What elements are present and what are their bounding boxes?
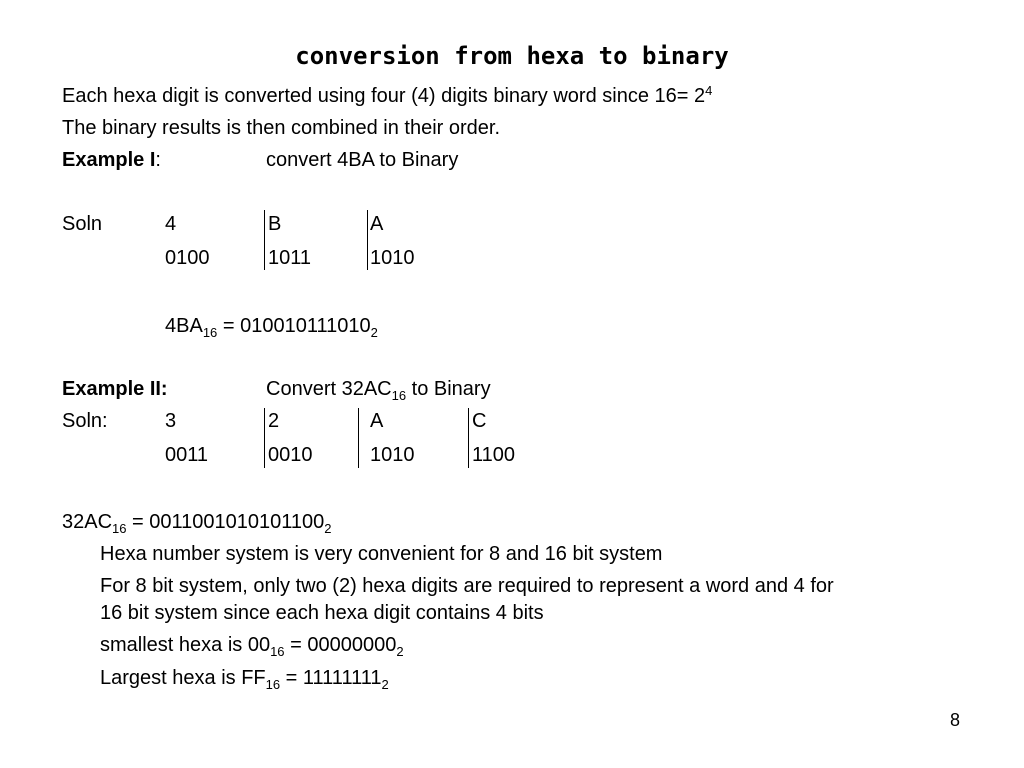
example-1-result-rhs: 010010111010 — [240, 315, 371, 337]
example-2-result-rhs: 0011001010101100 — [149, 511, 325, 533]
example-2-result-eq: = — [126, 511, 150, 533]
example-1-digit-3: A — [370, 213, 384, 235]
example-2-binary-1: 0011 — [165, 444, 209, 466]
note-bits-line-1: For 8 bit system, only two (2) hexa digits are required to represent a word and 4 for — [100, 575, 834, 597]
example-2-task — [266, 377, 491, 401]
note-smallest-base-2: 2 — [396, 644, 404, 659]
example-1-label: Example I — [62, 149, 156, 171]
example-2-divider-2 — [358, 408, 359, 468]
example-2-result-lhs-base: 16 — [112, 521, 127, 536]
example-2-digit-1: 3 — [165, 410, 177, 432]
example-2-digit-2: 2 — [268, 410, 280, 432]
note-largest-prefix: Largest hexa is FF — [100, 667, 266, 689]
example-2-divider-3 — [468, 408, 469, 468]
slide-title: conversion from hexa to binary — [295, 42, 729, 70]
example-2-task-prefix: Convert 32AC — [266, 378, 392, 400]
note-largest-base-2: 2 — [381, 677, 389, 692]
intro-line-1-exponent: 4 — [705, 83, 713, 98]
note-largest — [100, 666, 389, 690]
example-2-digit-3: A — [370, 410, 384, 432]
example-1-task: convert 4BA to Binary — [266, 149, 459, 171]
example-1-result — [165, 314, 378, 338]
note-largest-base-1: 16 — [265, 677, 281, 692]
example-1-binary-1: 0100 — [165, 247, 210, 269]
note-smallest — [100, 633, 404, 657]
example-2-binary-4: 1100 — [472, 444, 516, 466]
example-1-digit-2: B — [268, 213, 282, 235]
example-1-divider-1 — [264, 210, 265, 270]
example-2-result-rhs-base: 2 — [324, 521, 332, 536]
note-smallest-prefix: smallest hexa is 00 — [100, 634, 271, 656]
example-2-digit-4: C — [472, 410, 487, 432]
example-1-label-colon: : — [155, 149, 161, 171]
note-largest-eq: = 11111111 — [280, 667, 382, 689]
intro-line-1-text: Each hexa digit is converted using four (4) digits binary word since 16= 2 — [62, 85, 706, 107]
note-smallest-base-1: 16 — [270, 644, 285, 659]
page-number: 8 — [950, 710, 961, 730]
example-2-result — [62, 510, 332, 534]
example-1-result-lhs: 4BA — [165, 315, 203, 337]
example-1-digit-1: 4 — [165, 213, 177, 235]
intro-line-1 — [62, 84, 712, 108]
example-2-label: Example II: — [62, 378, 168, 400]
example-2-result-lhs: 32AC — [62, 511, 113, 533]
example-2-binary-3: 1010 — [370, 444, 415, 466]
note-convenient: Hexa number system is very convenient for 8 and 16 bit system — [100, 543, 663, 565]
example-1-divider-2 — [367, 210, 368, 270]
example-1-heading — [62, 148, 161, 172]
example-2-binary-2: 0010 — [268, 444, 313, 466]
example-2-task-base: 16 — [391, 388, 407, 403]
example-1-soln-label: Soln — [62, 213, 103, 235]
example-1-binary-3: 1010 — [370, 247, 415, 269]
example-1-result-rhs-base: 2 — [370, 325, 378, 340]
example-1-result-eq: = — [217, 315, 241, 337]
example-1-result-lhs-base: 16 — [202, 325, 218, 340]
example-2-soln-label: Soln: — [62, 410, 108, 432]
note-smallest-eq: = 00000000 — [284, 634, 397, 656]
intro-line-2: The binary results is then combined in their order. — [62, 117, 500, 139]
note-bits-line-2: 16 bit system since each hexa digit contains 4 bits — [100, 602, 544, 624]
example-2-task-suffix: to Binary — [406, 378, 491, 400]
example-2-divider-1 — [264, 408, 265, 468]
example-1-binary-2: 1011 — [268, 247, 312, 269]
